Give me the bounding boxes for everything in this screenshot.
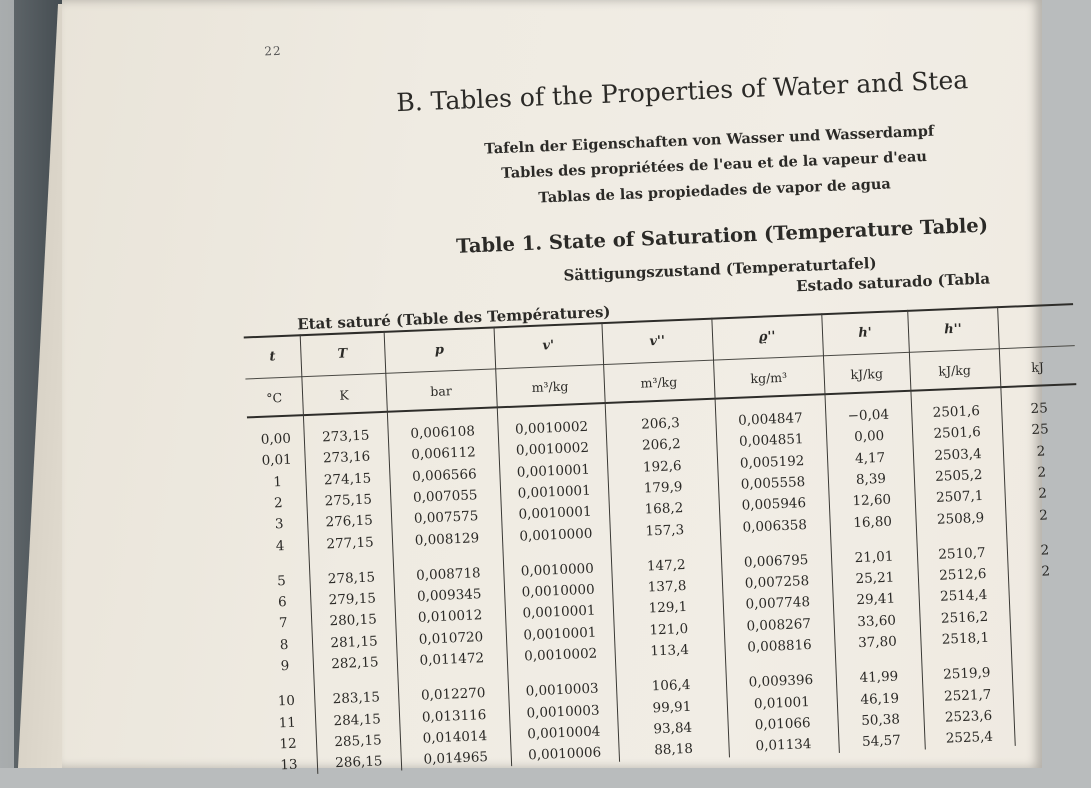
- column-symbol: p: [434, 342, 445, 358]
- table-cell: 0,0010003: [525, 680, 599, 700]
- table-cell: 0,006108: [410, 423, 476, 442]
- table-cell: 0,014014: [422, 727, 488, 747]
- table-cell: 0,006795: [743, 551, 809, 571]
- table-cell: 41,99: [859, 668, 899, 687]
- table-cell: 0,0010002: [523, 645, 598, 665]
- table-cell: 168,2: [644, 500, 684, 518]
- table-caption-french: Etat saturé (Table des Températures): [296, 302, 611, 334]
- table-cell: 2501,6: [932, 403, 981, 421]
- table-cell: 0,0010000: [519, 525, 593, 545]
- table-cell: 157,3: [645, 521, 685, 540]
- table-cell: 0,0010006: [527, 744, 602, 764]
- table-cell: 10: [277, 693, 296, 710]
- table-cell: 2: [1038, 506, 1049, 524]
- table-cell: 276,15: [325, 512, 374, 531]
- table-cell: 0,007055: [412, 487, 478, 506]
- column-symbol: h'': [943, 321, 962, 338]
- table-cell: 99,91: [652, 698, 692, 716]
- table-cell: 147,2: [646, 556, 686, 575]
- table-cell: 275,15: [324, 491, 373, 510]
- table-cell: 0,0010002: [515, 440, 590, 459]
- column-unit: m³/kg: [640, 374, 678, 391]
- table-cell: 283,15: [332, 689, 381, 708]
- table-cell: 2: [1037, 464, 1047, 481]
- table-cell: 286,15: [334, 753, 383, 772]
- table-cell: 206,2: [641, 436, 682, 454]
- table-cell: 273,16: [322, 448, 371, 467]
- table-cell: 0,012270: [420, 685, 486, 704]
- table-cell: 2507,1: [935, 488, 984, 507]
- table-cell: 37,80: [857, 633, 898, 652]
- table-cell: 25: [1030, 400, 1049, 417]
- table-cell: 25,21: [855, 569, 895, 588]
- table-cell: 2503,4: [934, 445, 982, 464]
- table-cell: 0,01066: [754, 714, 811, 734]
- table-cell: 2514,4: [939, 587, 988, 606]
- table-cell: 0,006566: [411, 465, 477, 485]
- table-cell: 8,39: [855, 470, 887, 488]
- table-cell: 88,18: [653, 740, 694, 759]
- table-cell: 25: [1031, 421, 1049, 439]
- table-cell: 50,38: [860, 711, 901, 729]
- table-cell: 0,008267: [746, 615, 812, 635]
- table-cell: 0,004851: [738, 431, 804, 450]
- table-cell: 0,010012: [417, 607, 483, 627]
- table-cell: 0,009396: [748, 672, 814, 691]
- saturation-table: [244, 303, 1091, 776]
- table-cell: 2518,1: [941, 629, 990, 648]
- table-cell: 7: [278, 615, 288, 632]
- table-cell: 2512,6: [938, 565, 987, 584]
- page-number: 22: [263, 43, 282, 59]
- table-cell: 4,17: [854, 449, 886, 467]
- table-cell: 0,0010003: [526, 702, 600, 722]
- table-title: Table 1. State of Saturation (Temperature Table): [455, 213, 989, 258]
- table-cell: 46,19: [860, 690, 900, 708]
- table-cell: 121,0: [649, 620, 689, 639]
- subtitle-german: Tafeln der Eigenschaften von Wasser und Wasserdampf: [484, 122, 935, 158]
- table-cell: 2505,2: [934, 466, 983, 485]
- column-symbol: h': [858, 325, 873, 341]
- table-cell: 0,008816: [747, 636, 813, 656]
- table-cell: [1011, 661, 1087, 664]
- table-cell: 280,15: [329, 611, 378, 630]
- table-cell: 0,004847: [737, 410, 803, 429]
- table-cell: 0,0010001: [516, 461, 591, 481]
- table-cell: 274,15: [323, 470, 372, 488]
- table-caption-german: Sättigungszustand (Temperaturtafel): [563, 254, 877, 285]
- table-cell: 6: [277, 594, 288, 611]
- table-cell: 129,1: [648, 599, 688, 617]
- table-cell: 21,01: [854, 548, 894, 566]
- column-symbol: v'': [649, 333, 666, 350]
- table-cell: 3: [274, 516, 284, 533]
- table-cell: 0,0010002: [514, 418, 589, 438]
- table-cell: 0,01001: [753, 693, 811, 712]
- column-symbol: v': [542, 338, 555, 354]
- column-unit: K: [339, 387, 350, 403]
- table-cell: 0,00: [260, 430, 292, 448]
- table-cell: 2510,7: [938, 544, 986, 563]
- table-cell: 2: [273, 494, 284, 512]
- table-cell: 0,007575: [413, 508, 479, 527]
- main-title: B. Tables of the Properties of Water and Stea: [395, 65, 969, 118]
- table-cell: 284,15: [333, 710, 382, 729]
- subtitle-french: Tables des propriétées de l'eau et de la vapeur d'eau: [501, 147, 928, 183]
- table-cell: 0,014965: [423, 749, 489, 768]
- table-cell: 0,006112: [411, 444, 477, 464]
- table-cell: 0,010720: [418, 628, 484, 648]
- subtitle-spanish: Tablas de las propiedades de vapor de agua: [538, 175, 892, 207]
- table-cell: 2: [1040, 542, 1050, 559]
- table-cell: 179,9: [643, 478, 683, 497]
- column-symbol: t: [269, 349, 276, 365]
- column-unit: m³/kg: [531, 378, 569, 395]
- table-cell: 2516,2: [940, 608, 989, 627]
- table-cell: 273,15: [321, 427, 370, 446]
- table-cell: 0,0010001: [523, 624, 597, 644]
- table-cell: 8: [279, 636, 289, 653]
- table-cell: −0,04: [847, 406, 890, 425]
- table-cell: 0,008718: [415, 564, 481, 584]
- table-cell: 54,57: [861, 732, 902, 751]
- column-unit: kJ/kg: [850, 365, 884, 383]
- table-cell: 0,0010004: [527, 723, 601, 743]
- table-cell: 0,005558: [740, 473, 806, 493]
- table-cell: 0,005192: [739, 452, 805, 472]
- table-cell: 0,01134: [755, 736, 812, 755]
- table-cell: 29,41: [856, 590, 896, 609]
- table-cell: 0,01: [261, 451, 293, 470]
- table-cell: 0,011472: [419, 650, 485, 669]
- table-cell: 13: [280, 756, 298, 774]
- table-cell: 2523,6: [944, 707, 993, 726]
- table-cell: 5: [276, 572, 287, 590]
- table-cell: 0,00: [853, 428, 885, 446]
- table-cell: 0,009345: [416, 586, 482, 605]
- table-cell: 0,006358: [742, 516, 808, 536]
- table-cell: 4: [275, 537, 285, 554]
- table-cell: 1: [272, 473, 283, 491]
- table-cell: 12,60: [852, 491, 892, 510]
- table-cell: 0,0010000: [521, 581, 595, 601]
- table-cell: 113,4: [650, 641, 690, 660]
- table-cell: 2519,9: [942, 665, 991, 683]
- table-cell: 137,8: [647, 578, 687, 596]
- table-cell: 16,80: [853, 513, 893, 531]
- column-symbol: ϱ'': [758, 329, 776, 345]
- table-cell: 0,0010001: [518, 503, 592, 523]
- column-symbol: [998, 317, 1074, 320]
- table-cell: 2521,7: [943, 686, 992, 705]
- table-cell: 0,007748: [745, 594, 811, 613]
- table-cell: 281,15: [330, 633, 378, 651]
- table-cell: 0,013116: [421, 706, 487, 726]
- table-cell: 0,008129: [414, 529, 480, 549]
- table-cell: 2: [1041, 563, 1051, 580]
- column-symbol: T: [337, 346, 348, 362]
- table-cell: 0,0010001: [522, 602, 596, 622]
- table-cell: 9: [280, 657, 290, 675]
- column-unit: kJ/kg: [938, 362, 972, 379]
- table-caption-spanish: Estado saturado (Tabla: [795, 269, 991, 296]
- table-cell: 0,0010001: [517, 482, 591, 502]
- table-cell: 11: [278, 714, 297, 731]
- table-cell: 2: [1036, 443, 1046, 460]
- table-cell: 0,007258: [744, 573, 810, 592]
- table-cell: 2508,9: [936, 509, 985, 528]
- column-unit: kJ: [1030, 359, 1045, 375]
- table-cell: 2501,6: [933, 424, 982, 443]
- table-cell: 282,15: [330, 654, 379, 673]
- table-cell: 278,15: [327, 569, 376, 588]
- table-cell: 279,15: [328, 590, 377, 609]
- table-cell: 33,60: [856, 612, 897, 630]
- column-unit: bar: [430, 383, 453, 400]
- table-cell: 106,4: [651, 677, 691, 695]
- column-unit: kg/m³: [750, 369, 788, 387]
- table-cell: 206,3: [640, 415, 681, 433]
- table-cell: 93,84: [653, 719, 693, 738]
- table-cell: 277,15: [326, 533, 374, 552]
- table-cell: 192,6: [642, 457, 682, 476]
- table-cell: 285,15: [334, 732, 382, 751]
- table-cell: 2: [1038, 485, 1048, 502]
- column-unit: °C: [265, 390, 283, 406]
- table-cell: 2525,4: [945, 728, 994, 747]
- table-cell: 12: [279, 735, 297, 753]
- table-cell: 0,0010000: [520, 560, 595, 580]
- table-cell: 0,005946: [741, 495, 807, 514]
